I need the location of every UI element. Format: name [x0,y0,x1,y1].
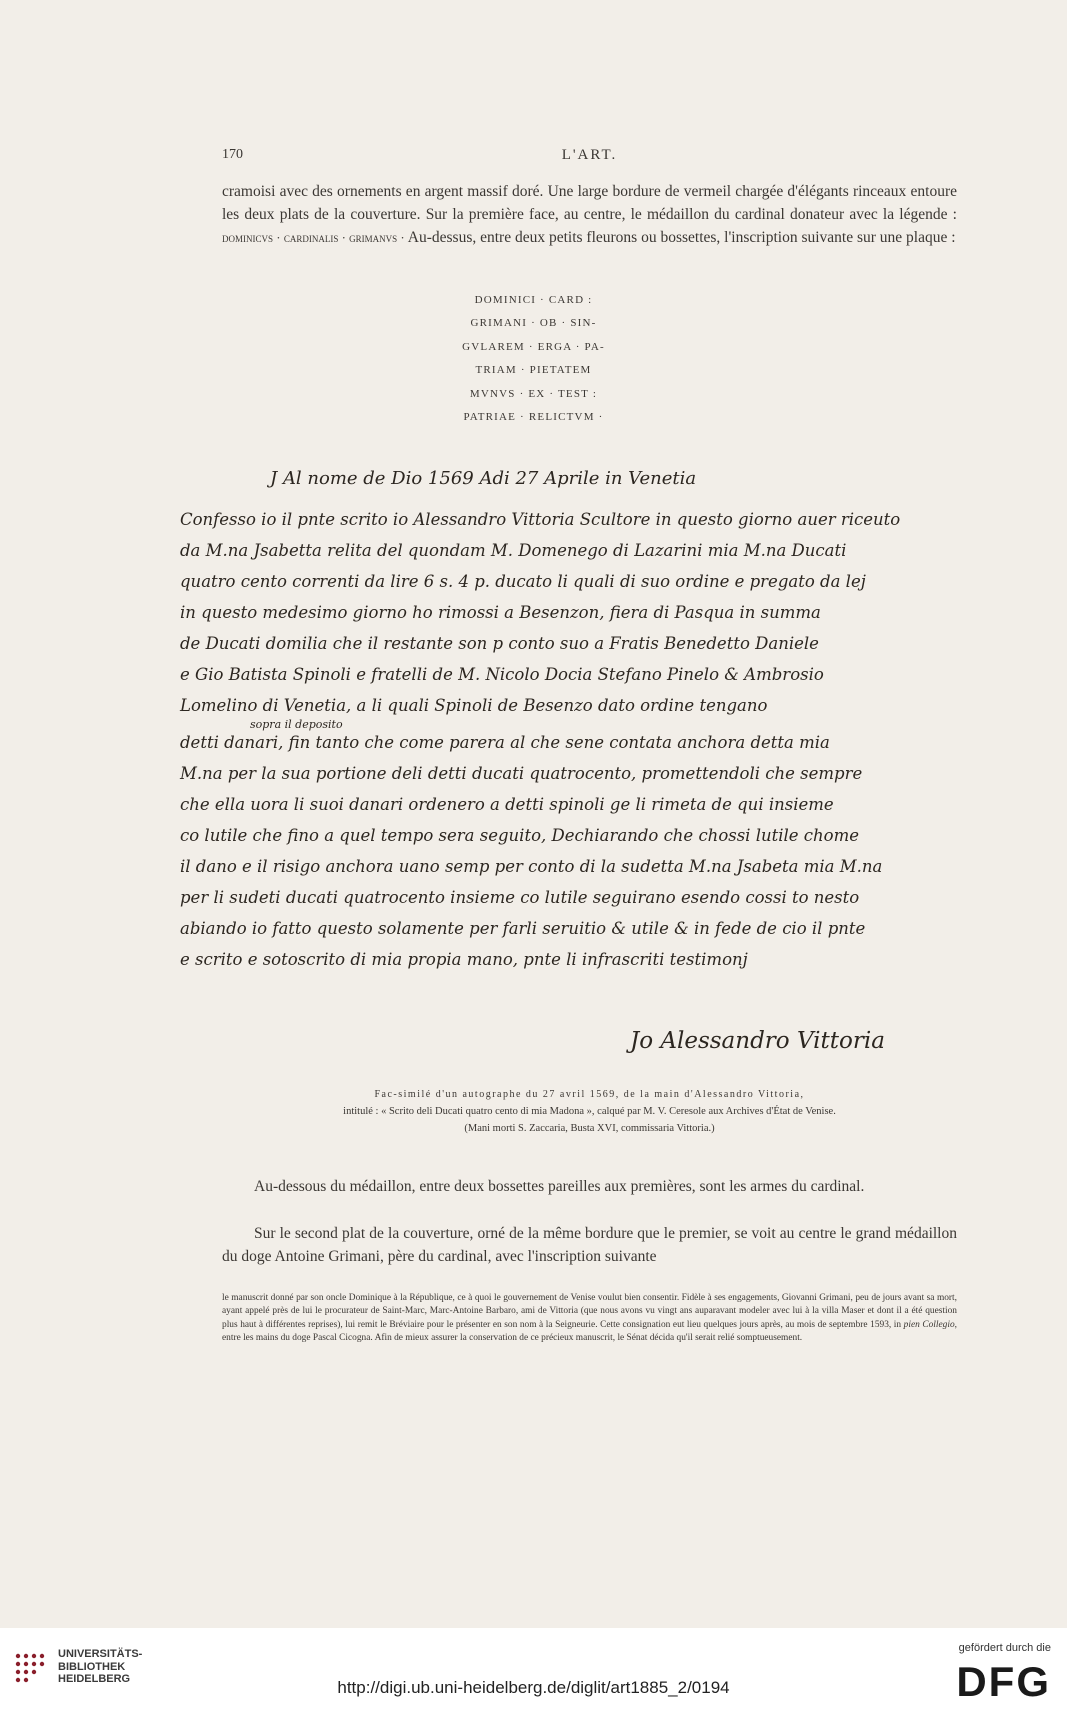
manuscript-line: abiando io fatto questo solamente per farli seruitio & utile & in fede de cio il pnte [180,919,866,938]
manuscript-signature: Jo Alessandro Vittoria [630,1028,885,1054]
caption-line-1: Fac-similé d'un autographe du 27 avril 1569, de la main d'Alessandro Vittoria, [374,1089,805,1100]
inscription-line: DOMINICI · CARD : [474,294,593,306]
funding-label: gefördert durch die [958,1642,1051,1654]
paragraph-second-plate: Sur le second plat de la couverture, orné de la même bordure que le premier, se voit au centre le grand médaillon du doge Antoine Grimani, père du cardinal, avec l'inscription suivante [222,1225,957,1265]
manuscript-line: in questo medesimo giorno ho rimossi a Besenzon, fiera di Pasqua in summa [180,603,821,622]
manuscript-line: e scrito e sotoscrito di mia propia mano, pnte li infrascriti testimonj [180,950,748,969]
journal-title: L'ART. [561,147,618,163]
manuscript-line: Lomelino di Venetia, a li quali Spinoli de Besenzo dato ordine tengano [180,696,768,715]
facsimile-manuscript [180,468,980,978]
footnote [222,1292,957,1346]
manuscript-line: M.na per la sua portione deli detti ducati quatrocento, promettendoli che sempre [180,764,863,783]
figure-caption [222,1086,957,1137]
manuscript-line: J Al nome de Dio 1569 Adi 27 Aprile in Venetia [270,468,697,489]
page-url-link[interactable]: http://digi.ub.uni-heidelberg.de/diglit/art1885_2/0194 [337,1678,730,1697]
intro-paragraph [222,180,957,249]
manuscript-line: detti danari, fin tanto che come parera al che sene contata anchora detta mia [180,733,830,752]
manuscript-line: per li sudeti ducati quatrocento insieme co lutile seguirano esendo cossi to nesto [180,888,860,907]
caption-line-2: intitulé : « Scrito deli Ducati quatro cento di mia Madona », calqué par M. V. Ceresole aux Archives d'État de Venise. [343,1106,836,1117]
manuscript-line: quatro cento correnti da lire 6 s. 4 p. ducato li quali di suo ordine e pregato da lej [180,572,866,591]
caption-line-3: (Mani morti S. Zaccaria, Busta XVI, commissaria Vittoria.) [464,1123,715,1134]
manuscript-line: de Ducati domilia che il restante son p conto suo a Fratis Benedetto Daniele [180,634,819,653]
inscription-line: GRIMANI · OB · SIN- [470,317,597,330]
medallion-legend: dominicvs · cardinalis · grimanvs · [222,230,405,245]
intro-text-start: cramoisi avec des ornements en argent massif doré. Une large bordure de vermeil chargée d'élégants rinceaux entoure les deux plats de la couverture. Sur la première face, au centre, le médaillon du cardinal donateur avec la légende : [222,183,957,223]
manuscript-interlinear-note: sopra il deposito [250,718,343,731]
footnote-italic: pien Collegio [903,1319,955,1330]
university-library-name: UNIVERSITÄTS- BIBLIOTHEK HEIDELBERG [58,1648,143,1685]
intro-text-end: Au-dessus, entre deux petits fleurons ou bossettes, l'inscription suivante sur une plaque : [404,229,956,246]
manuscript-line: il dano e il risigo anchora uano semp per conto di la sudetta M.na Jsabeta mia M.na [180,857,883,876]
viewer-footer [0,1628,1067,1710]
plaque-inscription [0,289,1067,429]
manuscript-line: e Gio Batista Spinoli e fratelli de M. Nicolo Docia Stefano Pinelo & Ambrosio [180,665,824,684]
footnote-text-2: , entre les mains du doge Pascal Cicogna. Afin de mieux assurer la conservation de ce précieux manuscrit, le Sénat décida qu'il serait relié somptueusement. [222,1319,957,1344]
page-number: 170 [222,147,243,162]
inscription-line: TRIAM · PIETATEM [475,364,592,377]
manuscript-line: co lutile che fino a quel tempo sera seguito, Dechiarando che chossi lutile chome [180,826,860,845]
inscription-line: GVLAREM · ERGA · PA- [462,340,605,353]
dfg-logo: DFG [956,1658,1051,1705]
manuscript-line: Confesso io il pnte scrito io Alessandro Vittoria Scultore in questo giorno auer riceuto [180,510,901,529]
footnote-text-1: le manuscrit donné par son oncle Dominique à la République, ce à quoi le gouvernement de Venise voulut bien consentir. Fidèle à ses engagements, Giovanni Grimani, peu de jours avant sa mort, ayant appelé près de lui le procurateur de Saint-Marc, Marc-Antoine Barbaro, ami de Vittoria (que nous avons vu vingt ans auparavant modeler avec lui à la villa Maser et dont il a été question plus haut à différentes reprises), lui remit le Bréviaire pour le présenter en son nom à la Seigneurie. Cette consignation eut lieu quelques jours après, au mois de septembre 1593, in [222,1293,957,1330]
paragraph-medallion-arms: Au-dessous du médaillon, entre deux bossettes pareilles aux premières, sont les armes du cardinal. [254,1178,865,1195]
manuscript-line: da M.na Jsabetta relita del quondam M. Domenego di Lazarini mia M.na Ducati [180,541,847,560]
manuscript-line: che ella uora li suoi danari ordenero a detti spinoli ge li rimeta de qui insieme [180,795,834,814]
inscription-line: PATRIAE · RELICTVM · [463,411,604,424]
inscription-line: MVNVS · EX · TEST : [469,387,598,400]
running-header [222,147,957,167]
